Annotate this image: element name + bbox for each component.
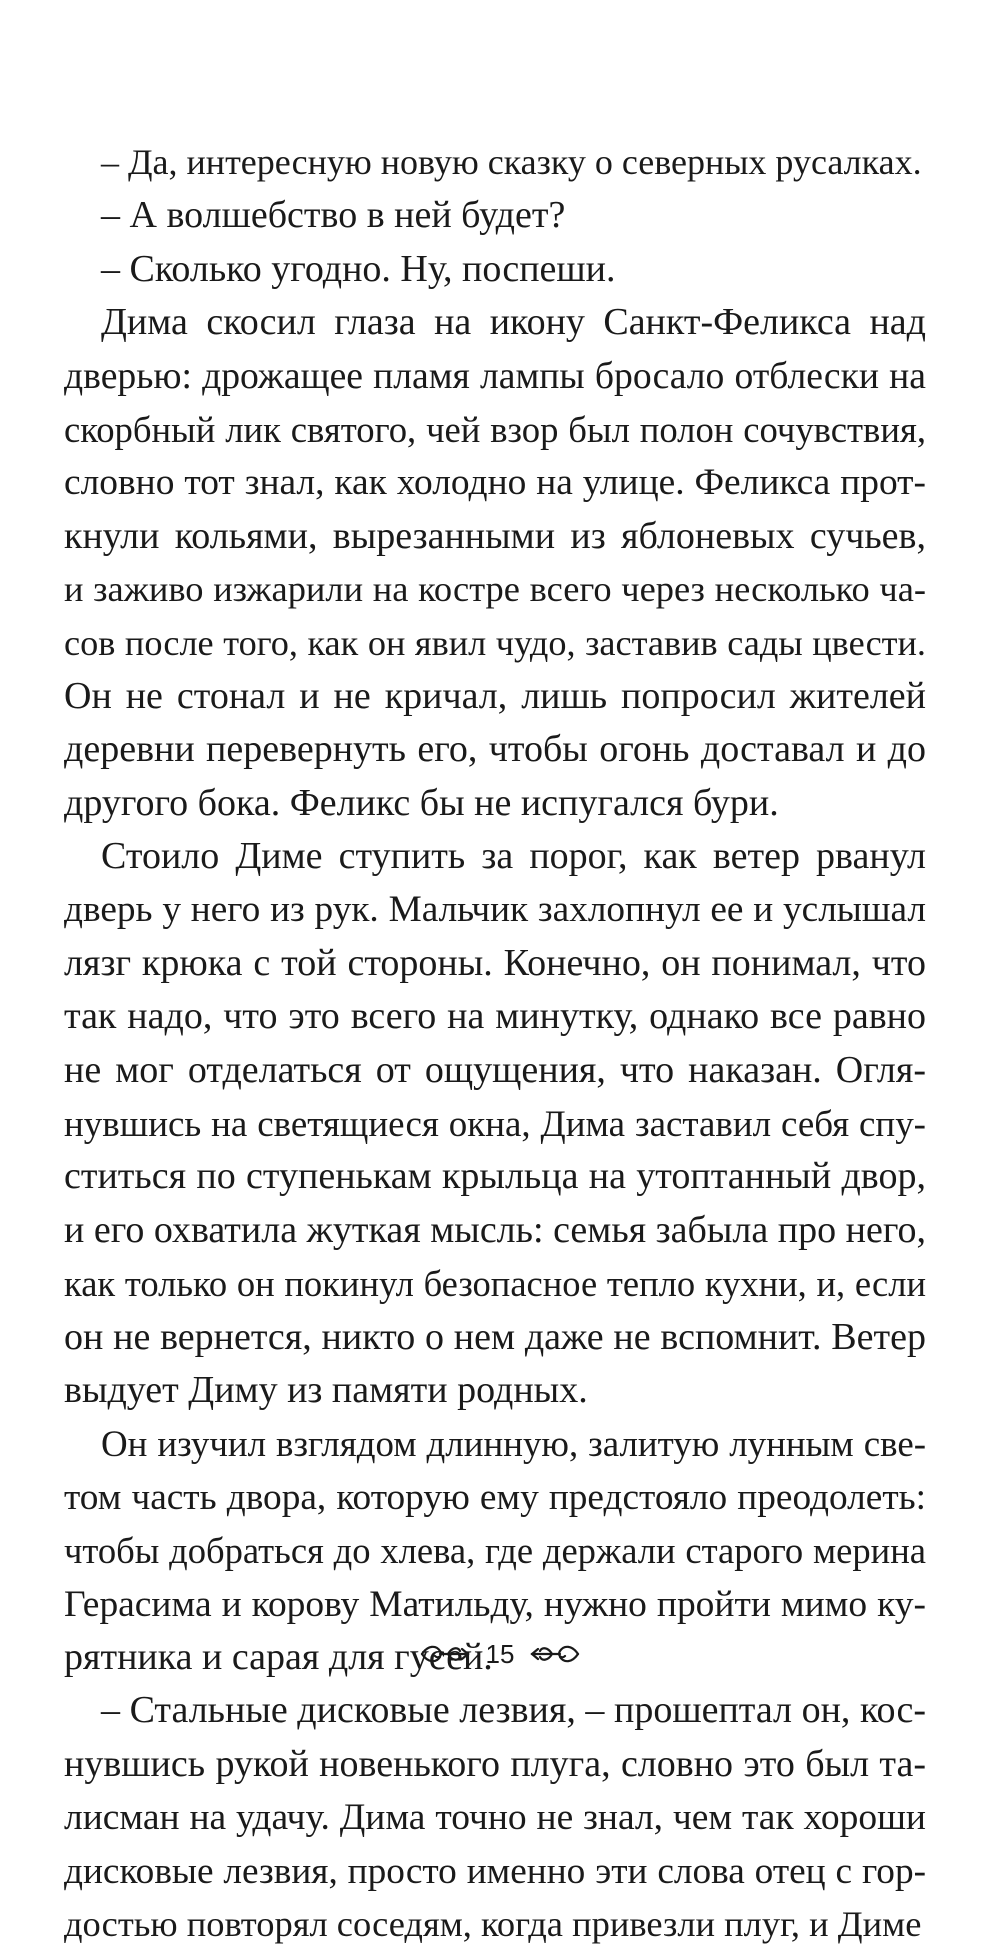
text-line: сов после того, как он явил чудо, заставив сады цвести. bbox=[64, 622, 926, 663]
right-fleuron-icon bbox=[528, 1643, 582, 1665]
text-line: кнули кольями, вырезанными из яблоневых сучьев, bbox=[64, 514, 926, 557]
text-line: как только он покинул безопасное тепло кухни, и, если bbox=[64, 1263, 926, 1305]
text-line: – Стальные дисковые лезвия, – прошептал он, кос- bbox=[101, 1689, 926, 1732]
text-line: скорбный лик святого, чей взор был полон сочувствия, bbox=[64, 408, 926, 450]
page-footer bbox=[0, 1636, 1000, 1670]
text-line: том часть двора, которую ему предстояло преодолеть: bbox=[64, 1476, 926, 1518]
paragraph bbox=[64, 189, 926, 242]
text-line: Дима скосил глаза на икону Санкт-Феликса над bbox=[101, 301, 926, 344]
text-line: нувшись рукой новенького плуга, словно это был та- bbox=[64, 1742, 926, 1785]
left-fleuron-icon bbox=[418, 1643, 472, 1665]
text-line: дверью: дрожащее пламя лампы бросало отблески на bbox=[64, 354, 926, 397]
paragraph bbox=[64, 1684, 926, 1951]
text-line: рятника и сарая для гусей. bbox=[64, 1635, 493, 1678]
text-line: Он не стонал и не кричал, лишь попросил жителей bbox=[64, 674, 926, 717]
text-line: дисковые лезвия, просто именно эти слова отец с гор- bbox=[64, 1850, 926, 1892]
paragraph bbox=[64, 296, 926, 830]
text-line: Герасима и корову Матильду, нужно пройти мимо ку- bbox=[64, 1583, 926, 1625]
text-line: нувшись на светящиеся окна, Дима заставил себя спу- bbox=[64, 1103, 926, 1145]
text-line: лязг крюка с той стороны. Конечно, он понимал, что bbox=[64, 941, 926, 984]
text-line: выдует Диму из памяти родных. bbox=[64, 1368, 588, 1411]
text-line: лисман на удачу. Дима точно не знал, чем так хороши bbox=[64, 1797, 926, 1839]
text-line: Стоило Диме ступить за порог, как ветер рванул bbox=[101, 835, 926, 878]
page-number: 15 bbox=[485, 1639, 515, 1670]
text-line: и его охватила жуткая мысль: семья забыла про него, bbox=[64, 1208, 926, 1251]
text-line: так надо, что это всего на минутку, однако все равно bbox=[64, 995, 926, 1038]
text-line: не мог отделаться от ощущения, что наказан. Огля- bbox=[64, 1048, 926, 1091]
text-line: другого бока. Феликс бы не испугался бури. bbox=[64, 781, 779, 824]
paragraph bbox=[64, 243, 926, 296]
text-line: чтобы добраться до хлева, где держали старого мерина bbox=[64, 1530, 926, 1572]
text-line: – Да, интересную новую сказку о северных русалках. bbox=[101, 142, 922, 182]
text-line: и заживо изжарили на костре всего через несколько ча- bbox=[64, 569, 926, 610]
paragraph bbox=[64, 136, 926, 189]
text-line: Он изучил взглядом длинную, залитую лунным све- bbox=[101, 1423, 926, 1465]
paragraph bbox=[64, 830, 926, 1417]
text-line: словно тот знал, как холодно на улице. Феликса прот- bbox=[64, 462, 926, 504]
text-line: дверь у него из рук. Мальчик захлопнул ее и услышал bbox=[64, 889, 926, 931]
text-line: деревни перевернуть его, чтобы огонь доставал и до bbox=[64, 728, 926, 771]
page-body-text bbox=[64, 136, 926, 1951]
text-line: – А волшебство в ней будет? bbox=[101, 194, 566, 237]
text-line: достью повторял соседям, когда привезли плуг, и Диме bbox=[64, 1903, 922, 1944]
text-line: ститься по ступенькам крыльца на утоптанный двор, bbox=[64, 1155, 926, 1198]
text-line: он не вернется, никто о нем даже не вспомнит. Ветер bbox=[64, 1315, 926, 1358]
text-line: – Сколько угодно. Ну, поспеши. bbox=[101, 247, 616, 290]
